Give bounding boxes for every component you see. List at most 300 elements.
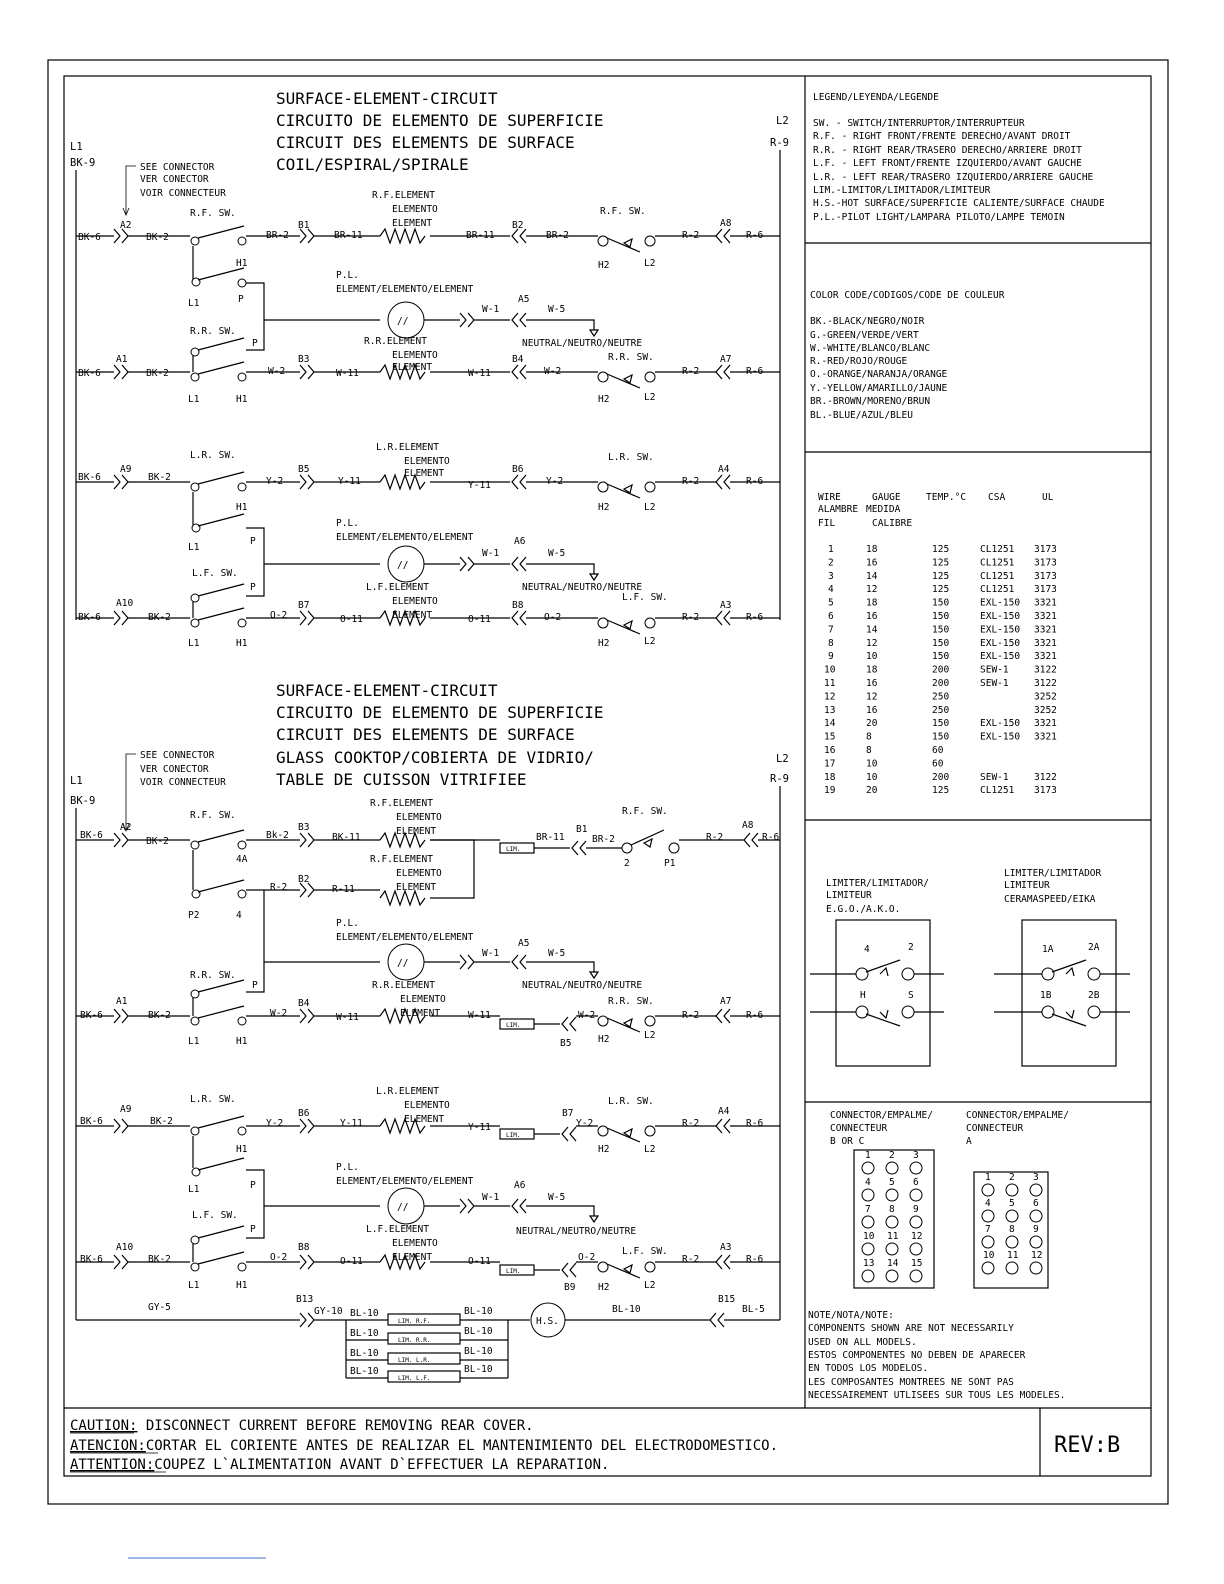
svg-text:H1: H1	[236, 1144, 248, 1155]
svg-text:L2: L2	[644, 1030, 656, 1041]
svg-text:BR-11: BR-11	[334, 230, 363, 241]
svg-text:W-5: W-5	[548, 304, 566, 315]
wire-table-cell: CL1251	[980, 557, 1015, 569]
connector-pin-label: 7	[985, 1224, 991, 1235]
svg-text:A7: A7	[720, 354, 732, 365]
connector-pin-label: 5	[889, 1177, 895, 1188]
wire-table-cell: 3173	[1034, 544, 1057, 555]
svg-text:P: P	[250, 1224, 256, 1235]
svg-text:ELEMENTO: ELEMENTO	[392, 596, 438, 607]
wire-table-cell: 3173	[1034, 557, 1057, 569]
svg-text:W-2: W-2	[544, 366, 562, 377]
wire-table-cell: 18	[824, 771, 836, 783]
wire-table-cell: 125	[932, 785, 950, 797]
atencion-label: ATENCION:	[70, 1438, 146, 1454]
svg-text:VOIR CONNECTEUR: VOIR CONNECTEUR	[140, 188, 226, 199]
svg-text:R.R. - RIGHT REAR/TRASERO DERE: R.R. - RIGHT REAR/TRASERO DERECHO/ARRIERE DROIT	[813, 145, 1082, 156]
svg-text:B8: B8	[298, 1242, 310, 1253]
svg-text:2B: 2B	[1088, 990, 1100, 1001]
svg-text:R.-RED/ROJO/ROUGE: R.-RED/ROJO/ROUGE	[810, 356, 908, 367]
wire-table-cell: 150	[932, 651, 950, 663]
svg-text:P: P	[250, 582, 256, 593]
svg-text:L1: L1	[188, 638, 200, 649]
svg-text:H1: H1	[236, 1280, 248, 1291]
wire-table-cell: 3122	[1034, 664, 1057, 676]
svg-text:L.R. - LEFT REAR/TRASERO IZQUI: L.R. - LEFT REAR/TRASERO IZQUIERDO/ARRIERE GAUCHE	[813, 172, 1094, 183]
svg-text:R-11: R-11	[332, 884, 355, 895]
limiter-panel	[810, 868, 1130, 1066]
glass-circuit-title	[276, 681, 604, 789]
connector-pin	[886, 1243, 898, 1255]
svg-text:COMPONENTS SHOWN ARE NOT NECES: COMPONENTS SHOWN ARE NOT NECESSARILY	[808, 1323, 1014, 1334]
svg-text:B5: B5	[298, 464, 310, 475]
svg-text:BL-10: BL-10	[350, 1366, 379, 1377]
svg-text:ELEMENT: ELEMENT	[392, 362, 433, 373]
connector-pin	[982, 1210, 994, 1222]
svg-text:Y-2: Y-2	[266, 476, 284, 487]
svg-text:R.F. SW.: R.F. SW.	[190, 810, 236, 821]
wire-table-cell: 125	[932, 570, 950, 582]
svg-text:CONNECTEUR: CONNECTEUR	[830, 1123, 888, 1134]
svg-text:ELEMENTO: ELEMENTO	[392, 204, 438, 215]
connector-pin	[862, 1189, 874, 1201]
svg-text:MEDIDA: MEDIDA	[866, 504, 901, 515]
connector-pin	[1006, 1210, 1018, 1222]
svg-text:LIM.: LIM.	[506, 1022, 521, 1029]
svg-text:R.F. SW.: R.F. SW.	[600, 206, 646, 217]
title-line: CIRCUIT DES ELEMENTS DE SURFACE	[276, 133, 575, 152]
circuit-row-rf	[76, 190, 780, 349]
wire-table-cell: 18	[866, 544, 878, 555]
svg-text:GY-10: GY-10	[314, 1306, 343, 1317]
wire-table-cell: 5	[828, 597, 834, 609]
glass-row-rr	[76, 962, 780, 1049]
svg-text:GY-5: GY-5	[148, 1302, 171, 1313]
wire-table-cell: 16	[866, 557, 878, 569]
svg-text:ELEMENTO: ELEMENTO	[404, 456, 450, 467]
connector-pin-label: 4	[865, 1177, 871, 1188]
wire-table-cell: 3173	[1034, 584, 1057, 596]
connector-pin	[1030, 1262, 1042, 1274]
svg-text:W-11: W-11	[468, 1010, 491, 1021]
svg-text:A9: A9	[120, 464, 132, 475]
svg-text:L2: L2	[644, 636, 656, 647]
svg-text:LIM. R.R.: LIM. R.R.	[398, 1337, 431, 1344]
connector-pin	[862, 1162, 874, 1174]
svg-text:CONNECTOR/EMPALME/: CONNECTOR/EMPALME/	[830, 1110, 933, 1121]
svg-text:H1: H1	[236, 394, 248, 405]
svg-text:R.F. SW.: R.F. SW.	[622, 806, 668, 817]
svg-text:P2: P2	[188, 910, 200, 921]
connector-pin	[1030, 1210, 1042, 1222]
ceraspeed-limiter-symbol	[1022, 920, 1116, 1066]
svg-text:B7: B7	[562, 1108, 574, 1119]
wire-table-cell: 7	[828, 624, 834, 636]
svg-text:R-6: R-6	[746, 476, 764, 487]
svg-text:Bk-2: Bk-2	[266, 830, 289, 841]
svg-text:W-2: W-2	[270, 1008, 288, 1019]
svg-text:A7: A7	[720, 996, 732, 1007]
svg-text:A6: A6	[514, 536, 526, 547]
wire-table-cell: 18	[866, 597, 878, 609]
svg-text:A5: A5	[518, 938, 530, 949]
svg-text:BR-2: BR-2	[592, 834, 615, 845]
connector-pin-label: 1	[985, 1172, 991, 1183]
legend-panel	[813, 92, 1105, 223]
svg-text:VER CONECTOR: VER CONECTOR	[140, 764, 209, 775]
connector-pin-label: 8	[1009, 1224, 1015, 1235]
svg-text:BR-11: BR-11	[466, 230, 495, 241]
wire-table-cell: EXL-150	[980, 718, 1021, 730]
svg-text:W-11: W-11	[336, 1012, 359, 1023]
wire-table-cell: SEW-1	[980, 678, 1009, 689]
svg-text:B3: B3	[298, 354, 310, 365]
svg-text:B1: B1	[576, 824, 588, 835]
svg-text:L1: L1	[188, 394, 200, 405]
svg-text:NOTE/NOTA/NOTE:: NOTE/NOTA/NOTE:	[808, 1310, 894, 1321]
svg-text:BR.-BROWN/MORENO/BRUN: BR.-BROWN/MORENO/BRUN	[810, 396, 931, 407]
svg-text:A8: A8	[720, 218, 732, 229]
svg-text:ELEMENT: ELEMENT	[392, 1252, 433, 1263]
svg-text:ATTENTION:COUPEZ L`ALIMENTATIO: ATTENTION:COUPEZ L`ALIMENTATION AVANT D`EFFECTUER LA REPARATION.	[70, 1457, 610, 1473]
svg-text:L.F.ELEMENT: L.F.ELEMENT	[366, 1224, 429, 1235]
svg-text:LIM.: LIM.	[506, 1132, 521, 1139]
svg-text:BK-6: BK-6	[80, 830, 103, 841]
svg-text:2: 2	[624, 858, 630, 869]
svg-text:A: A	[966, 1136, 972, 1147]
attention-label: ATTENTION:	[70, 1457, 155, 1473]
svg-text:ELEMENT: ELEMENT	[392, 610, 433, 621]
svg-text:NEUTRAL/NEUTRO/NEUTRE: NEUTRAL/NEUTRO/NEUTRE	[516, 1226, 637, 1237]
wire-table-cell: 200	[932, 771, 950, 783]
wire-table-cell: 3321	[1034, 637, 1057, 649]
svg-text:P1: P1	[664, 858, 676, 869]
svg-text:BL-10: BL-10	[350, 1328, 379, 1339]
wire-table-cell: 11	[824, 678, 836, 689]
svg-text:ELEMENT: ELEMENT	[404, 1114, 445, 1125]
wire-gauge-table	[818, 492, 1057, 796]
svg-text:ELEMENT/ELEMENTO/ELEMENT: ELEMENT/ELEMENTO/ELEMENT	[336, 532, 474, 543]
wire-table-cell: 250	[932, 691, 950, 703]
svg-text:R-2: R-2	[682, 366, 700, 377]
svg-text:O-11: O-11	[468, 614, 491, 625]
svg-text:R.F. - RIGHT FRONT/FRENTE DERE: R.F. - RIGHT FRONT/FRENTE DERECHO/AVANT DROIT	[813, 131, 1071, 142]
svg-text:Y-11: Y-11	[338, 476, 361, 487]
svg-text:1B: 1B	[1040, 990, 1052, 1001]
title-line: COIL/ESPIRAL/SPIRALE	[276, 155, 469, 174]
wire-table-cell: 3252	[1034, 691, 1057, 703]
svg-text:BK-6: BK-6	[78, 612, 101, 623]
svg-text:O-11: O-11	[340, 1256, 363, 1267]
legend-title: LEGEND/LEYENDA/LEGENDE	[813, 92, 939, 103]
svg-text:A2: A2	[120, 822, 132, 833]
svg-text:BL.-BLUE/AZUL/BLEU: BL.-BLUE/AZUL/BLEU	[810, 410, 913, 421]
svg-text:BK-6: BK-6	[78, 472, 101, 483]
svg-text:P.L.-PILOT LIGHT/LAMPARA PILOT: P.L.-PILOT LIGHT/LAMPARA PILOTO/LAMPE TEMOIN	[813, 212, 1065, 223]
svg-text:TABLE DE CUISSON VITRIFIEE: TABLE DE CUISSON VITRIFIEE	[276, 770, 527, 789]
svg-text:B5: B5	[560, 1038, 572, 1049]
svg-text:R.F. SW.: R.F. SW.	[190, 208, 236, 219]
svg-text:R.R. SW.: R.R. SW.	[608, 996, 654, 1007]
svg-text:BL-10: BL-10	[350, 1308, 379, 1319]
svg-text:SURFACE-ELEMENT-CIRCUIT: SURFACE-ELEMENT-CIRCUIT	[276, 681, 498, 700]
svg-text:A3: A3	[720, 600, 732, 611]
svg-text:R-6: R-6	[746, 1010, 764, 1021]
glass-row-rf	[76, 798, 780, 991]
svg-text:A5: A5	[518, 294, 530, 305]
svg-text:R-6: R-6	[746, 230, 764, 241]
svg-text:TEMP.°C: TEMP.°C	[926, 492, 967, 503]
svg-text:Y-2: Y-2	[546, 476, 564, 487]
connector-pin-label: 4	[985, 1198, 991, 1209]
wire-table-cell: 10	[824, 664, 836, 676]
svg-text:R.R.ELEMENT: R.R.ELEMENT	[372, 980, 435, 991]
svg-text:BL-5: BL-5	[742, 1304, 765, 1315]
connector-pin	[886, 1189, 898, 1201]
svg-text:B4: B4	[512, 354, 524, 365]
circuit-row-lr	[76, 442, 780, 593]
svg-text:R.F.ELEMENT: R.F.ELEMENT	[370, 798, 433, 809]
svg-text:A9: A9	[120, 1104, 132, 1115]
connector-pin	[910, 1162, 922, 1174]
svg-text:H: H	[860, 990, 866, 1001]
svg-text:USED ON ALL MODELS.: USED ON ALL MODELS.	[808, 1337, 917, 1348]
svg-text:BR-11: BR-11	[536, 832, 565, 843]
wire-table-cell: 9	[828, 651, 834, 663]
svg-text:NEUTRAL/NEUTRO/NEUTRE: NEUTRAL/NEUTRO/NEUTRE	[522, 338, 643, 349]
connector-pin	[1030, 1236, 1042, 1248]
svg-text:NEUTRAL/NEUTRO/NEUTRE: NEUTRAL/NEUTRO/NEUTRE	[522, 980, 643, 991]
hot-surface-circuit	[76, 1262, 780, 1382]
svg-text:ELEMENT: ELEMENT	[396, 826, 437, 837]
wire-table-cell: 14	[866, 570, 878, 582]
svg-text:R-2: R-2	[682, 1118, 700, 1129]
wire-table-cell: 4	[828, 584, 834, 596]
wire-table-cell: 20	[866, 718, 878, 730]
wire-table-cell: 3321	[1034, 718, 1057, 730]
wire-table-cell: 60	[932, 745, 944, 756]
connector-pin	[1006, 1262, 1018, 1274]
svg-text:BR-2: BR-2	[546, 230, 569, 241]
svg-text:A4: A4	[718, 464, 730, 475]
svg-text:L1: L1	[188, 1280, 200, 1291]
svg-text:BK-2: BK-2	[148, 472, 171, 483]
connector-pin-label: 10	[863, 1231, 875, 1242]
svg-text://: //	[397, 958, 409, 969]
wire-table-cell: EXL-150	[980, 731, 1021, 743]
svg-text:R.R. SW.: R.R. SW.	[608, 352, 654, 363]
connector-pin-label: 6	[1033, 1198, 1039, 1209]
connector-pin-label: 2	[889, 1150, 895, 1161]
svg-text:ELEMENTO: ELEMENTO	[392, 1238, 438, 1249]
svg-text:LIMITER/LIMITADOR/: LIMITER/LIMITADOR/	[826, 878, 929, 889]
svg-text:H2: H2	[598, 1034, 610, 1045]
svg-text:LIM.: LIM.	[506, 1268, 521, 1275]
svg-text:Y.-YELLOW/AMARILLO/JAUNE: Y.-YELLOW/AMARILLO/JAUNE	[810, 383, 948, 394]
connector-pin	[862, 1216, 874, 1228]
wire-table-cell: 6	[828, 611, 834, 622]
svg-text:L2: L2	[644, 392, 656, 403]
svg-text:L.R. SW.: L.R. SW.	[190, 1094, 236, 1105]
svg-text:BK-2: BK-2	[148, 1254, 171, 1265]
svg-text:W-11: W-11	[336, 368, 359, 379]
svg-text:B1: B1	[298, 220, 310, 231]
circuit-row-lf	[76, 564, 780, 649]
svg-text:B4: B4	[298, 998, 310, 1009]
svg-text:LIMITER/LIMITADOR: LIMITER/LIMITADOR	[1004, 868, 1102, 879]
svg-text:L1: L1	[70, 775, 83, 787]
title-line: CIRCUITO DE ELEMENTO DE SUPERFICIE	[276, 111, 604, 130]
svg-text:B OR C: B OR C	[830, 1136, 865, 1147]
svg-text:NECESSAIREMENT UTLISEES SUR TO: NECESSAIREMENT UTLISEES SUR TOUS LES MODELES.	[808, 1390, 1066, 1401]
svg-text:L.R. SW.: L.R. SW.	[608, 1096, 654, 1107]
wire-table-cell: 10	[866, 758, 878, 770]
svg-text:L.R.ELEMENT: L.R.ELEMENT	[376, 442, 439, 453]
svg-text:ELEMENTO: ELEMENTO	[396, 868, 442, 879]
svg-text:B6: B6	[298, 1108, 310, 1119]
svg-text:WIRE: WIRE	[818, 492, 841, 503]
svg-text:ELEMENTO: ELEMENTO	[392, 350, 438, 361]
svg-text:BK-2: BK-2	[148, 1010, 171, 1021]
connector-pin	[910, 1270, 922, 1282]
svg-text:B2: B2	[298, 874, 310, 885]
svg-text:ELEMENTO: ELEMENTO	[396, 812, 442, 823]
wire-table-cell: SEW-1	[980, 664, 1009, 676]
svg-text:B6: B6	[512, 464, 524, 475]
svg-text:ATENCION:CORTAR EL CORIENTE AN: ATENCION:CORTAR EL CORIENTE ANTES DE REALIZAR EL MANTENIMIENTO DEL ELECTRODOMESTICO.	[70, 1438, 779, 1454]
wire-table-cell: 13	[824, 704, 836, 716]
svg-text:R.F.ELEMENT: R.F.ELEMENT	[370, 854, 433, 865]
svg-text:R-6: R-6	[746, 1254, 764, 1265]
svg-text:BK-9: BK-9	[70, 795, 96, 807]
connector-pin	[910, 1243, 922, 1255]
svg-text:BK-11: BK-11	[332, 832, 361, 843]
svg-text:P: P	[250, 536, 256, 547]
wire-table-cell: EXL-150	[980, 637, 1021, 649]
svg-text:EN TODOS LOS MODELOS.: EN TODOS LOS MODELOS.	[808, 1363, 929, 1374]
svg-text:H1: H1	[236, 502, 248, 513]
wire-table-cell: 200	[932, 678, 950, 689]
wire-table-cell: 3321	[1034, 611, 1057, 622]
wire-table-cell: 16	[866, 611, 878, 622]
connector-pin	[1006, 1184, 1018, 1196]
svg-text:W-1: W-1	[482, 304, 500, 315]
svg-text:4: 4	[236, 910, 242, 921]
svg-text:BK-2: BK-2	[150, 1116, 173, 1127]
svg-text:BK-6: BK-6	[80, 1116, 103, 1127]
connector-pin-label: 9	[1033, 1224, 1039, 1235]
svg-text:H2: H2	[598, 1144, 610, 1155]
svg-text:P: P	[238, 294, 244, 305]
wire-table-cell: 16	[866, 704, 878, 716]
wire-table-cell: 8	[866, 745, 872, 756]
svg-text://: //	[397, 560, 409, 571]
glass-row-lr	[76, 1086, 780, 1237]
svg-text:A3: A3	[720, 1242, 732, 1253]
svg-text:O-11: O-11	[340, 614, 363, 625]
wire-table-cell: 16	[824, 745, 836, 756]
svg-text:1A: 1A	[1042, 944, 1054, 955]
svg-text:R-2: R-2	[682, 1010, 700, 1021]
connector-pin	[862, 1243, 874, 1255]
svg-text:L.F. SW.: L.F. SW.	[622, 592, 668, 603]
svg-text:LES COMPOSANTES MONTREES NE SO: LES COMPOSANTES MONTREES NE SONT PAS	[808, 1377, 1014, 1388]
svg-text:LIM.: LIM.	[506, 846, 521, 853]
wire-table-cell: 10	[866, 651, 878, 663]
svg-text:A1: A1	[116, 996, 128, 1007]
wire-table-cell: 150	[932, 624, 950, 636]
svg-text:CALIBRE: CALIBRE	[872, 518, 913, 529]
svg-text:O.-ORANGE/NARANJA/ORANGE: O.-ORANGE/NARANJA/ORANGE	[810, 369, 948, 380]
wire-table-cell: 14	[824, 718, 836, 730]
wire-table-cell: 18	[866, 664, 878, 676]
wire-table-cell: 12	[866, 584, 878, 596]
wire-table-cell: 3252	[1034, 704, 1057, 716]
svg-text:Y-11: Y-11	[468, 480, 491, 491]
connector-pin	[1006, 1236, 1018, 1248]
svg-text:A1: A1	[116, 354, 128, 365]
connector-pin-label: 10	[983, 1250, 995, 1261]
glass-row-lf	[76, 1206, 780, 1293]
connector-pin	[1030, 1184, 1042, 1196]
svg-text:BL-10: BL-10	[612, 1304, 641, 1315]
svg-text:H1: H1	[236, 1036, 248, 1047]
svg-text:LIMITEUR: LIMITEUR	[826, 890, 872, 901]
svg-text:R.R. SW.: R.R. SW.	[190, 326, 236, 337]
svg-text:BL-10: BL-10	[350, 1348, 379, 1359]
svg-text:O-2: O-2	[578, 1252, 596, 1263]
svg-text:P: P	[252, 338, 258, 349]
connector-pin	[886, 1216, 898, 1228]
svg-text:ELEMENT: ELEMENT	[392, 218, 433, 229]
svg-text:Y-2: Y-2	[266, 1118, 284, 1129]
connector-pin-label: 11	[1007, 1250, 1019, 1261]
svg-text:B8: B8	[512, 600, 524, 611]
l1-label: L1	[70, 141, 83, 153]
connector-panel	[830, 1110, 1069, 1288]
circuit-row-rr	[76, 320, 780, 405]
svg-text:L1: L1	[188, 298, 200, 309]
wire-table-cell: 15	[824, 731, 836, 743]
connector-pin-label: 13	[863, 1258, 875, 1269]
wire-table-cell: CL1251	[980, 544, 1015, 555]
caution-label: CAUTION:	[70, 1418, 138, 1434]
svg-text:R.F.ELEMENT: R.F.ELEMENT	[372, 190, 435, 201]
svg-text:A6: A6	[514, 1180, 526, 1191]
bk9-label: BK-9	[70, 157, 96, 169]
svg-text:ELEMENT: ELEMENT	[404, 468, 445, 479]
connector-pin-label: 8	[889, 1204, 895, 1215]
svg-text:ELEMENTO: ELEMENTO	[404, 1100, 450, 1111]
svg-text:L.R. SW.: L.R. SW.	[190, 450, 236, 461]
svg-text:L.F. SW.: L.F. SW.	[622, 1246, 668, 1257]
svg-text:ESTOS COMPONENTES NO DEBEN DE: ESTOS COMPONENTES NO DEBEN DE APARECER	[808, 1350, 1026, 1361]
connector-pin-label: 15	[911, 1258, 923, 1269]
svg-text:Y-2: Y-2	[576, 1118, 594, 1129]
svg-text:A4: A4	[718, 1106, 730, 1117]
svg-text:S: S	[908, 990, 914, 1001]
wire-table-cell: 150	[932, 637, 950, 649]
svg-text:SEE CONNECTOR: SEE CONNECTOR	[140, 750, 215, 761]
svg-text:VER CONECTOR: VER CONECTOR	[140, 174, 209, 185]
wire-table-cell: 12	[824, 691, 836, 703]
svg-text:VOIR CONNECTEUR: VOIR CONNECTEUR	[140, 777, 226, 788]
svg-text:GLASS COOKTOP/COBIERTA DE VIDR: GLASS COOKTOP/COBIERTA DE VIDRIO/	[276, 748, 594, 767]
l2-label: L2	[776, 115, 789, 127]
svg-text:W-1: W-1	[482, 1192, 500, 1203]
wire-table-cell: 60	[932, 758, 944, 770]
svg-text:Y-11: Y-11	[340, 1118, 363, 1129]
